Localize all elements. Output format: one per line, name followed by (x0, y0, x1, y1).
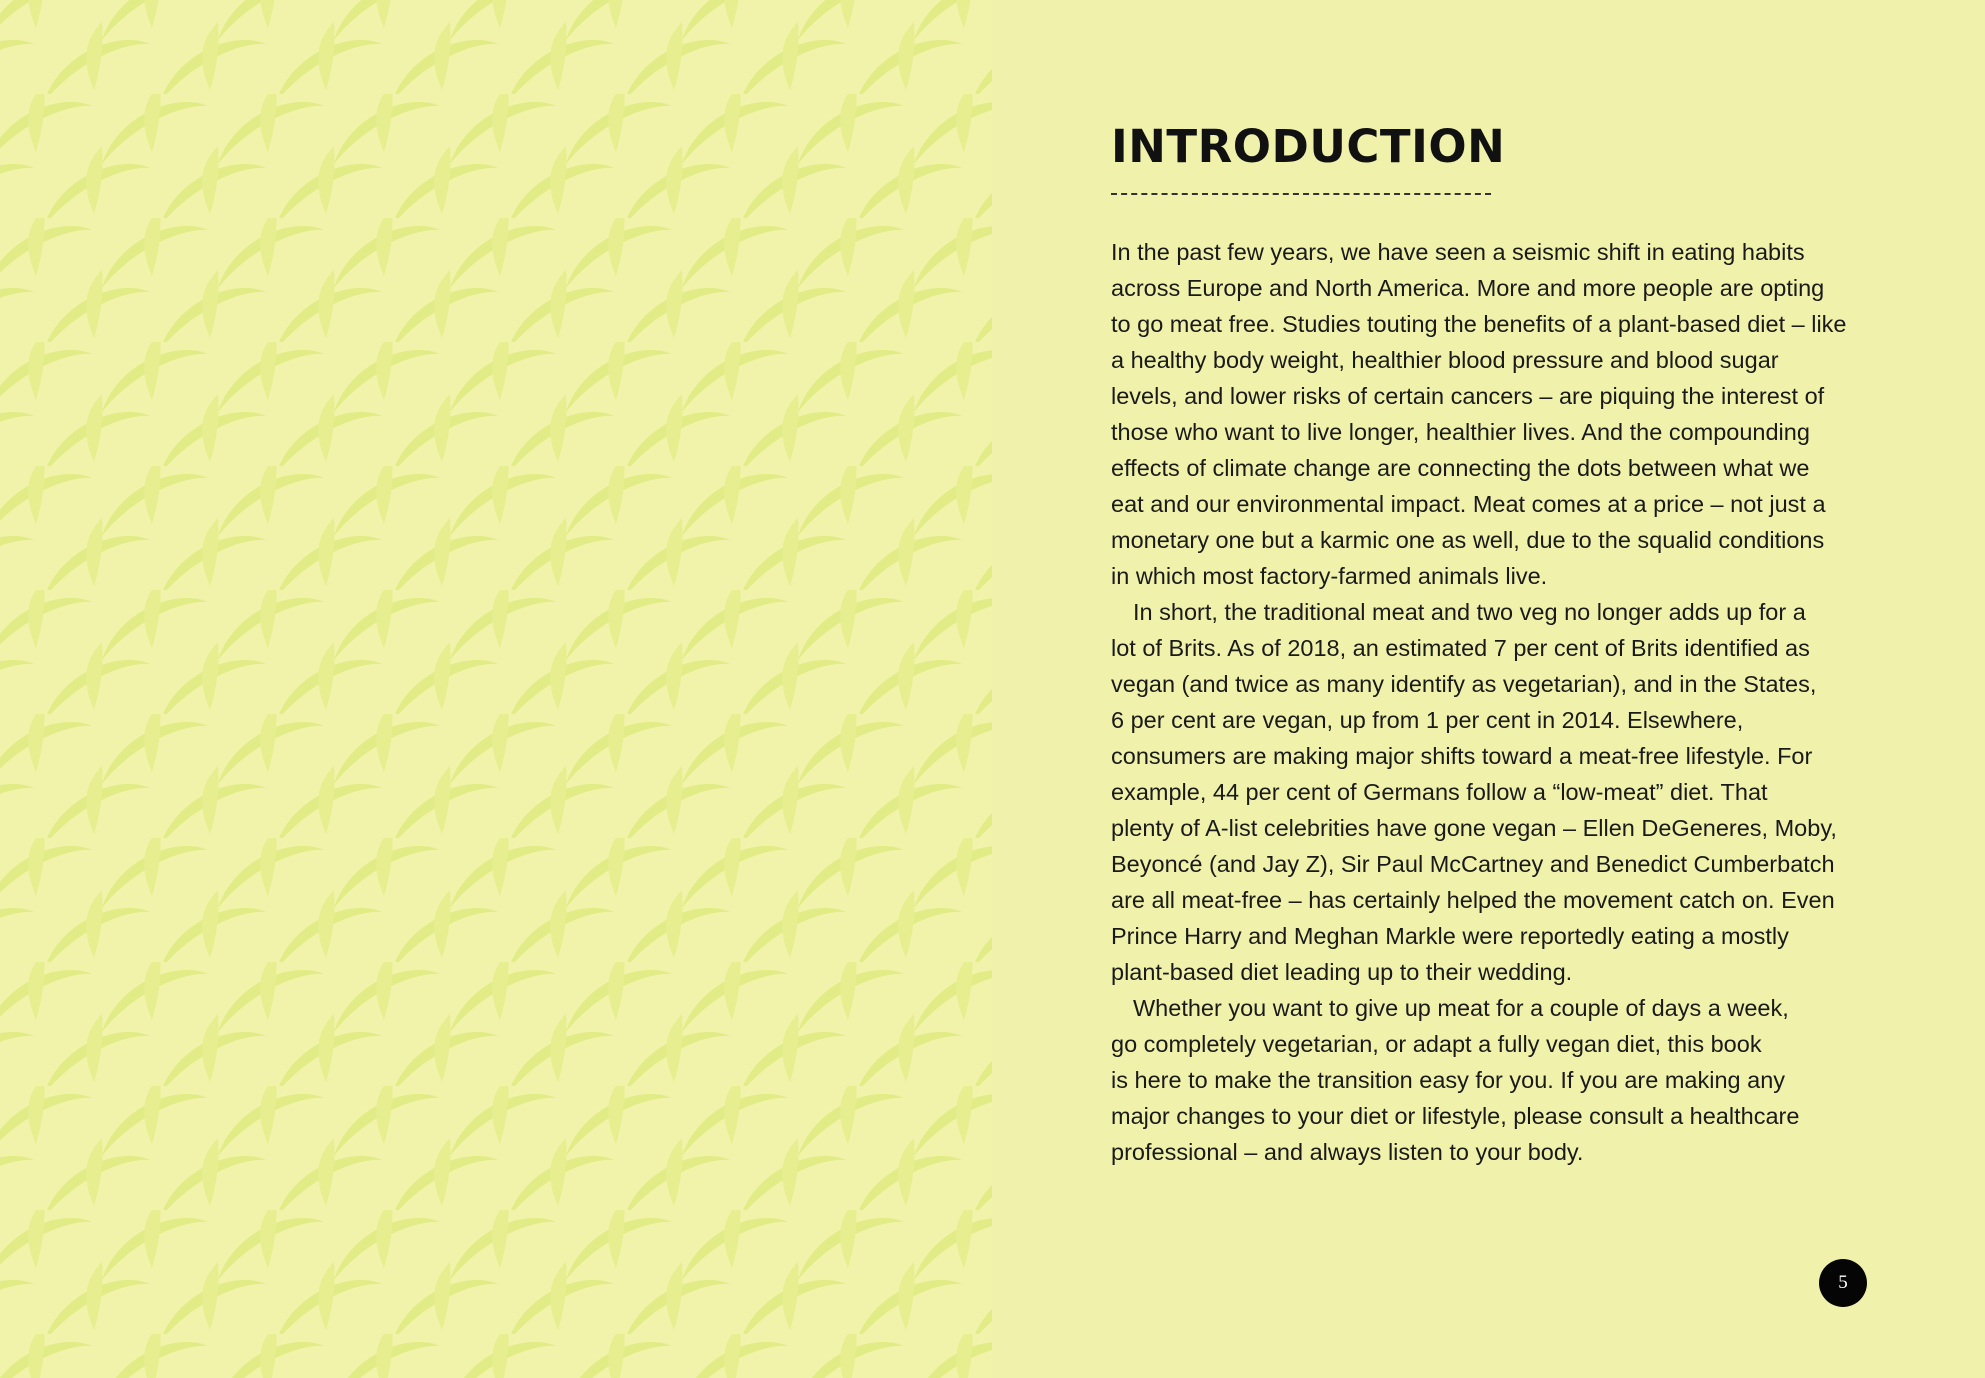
body-text-line: in which most factory-farmed animals live. (1111, 563, 1548, 589)
introduction-body (1111, 234, 1871, 1170)
decorative-leaf-pattern-page (0, 0, 992, 1378)
body-text-line: Beyoncé (and Jay Z), Sir Paul McCartney and Benedict Cumberbatch (1111, 851, 1835, 877)
body-text-line: plant-based diet leading up to their wedding. (1111, 959, 1573, 985)
body-text-line: example, 44 per cent of Germans follow a “low-meat” diet. That (1111, 779, 1768, 805)
text-page (992, 0, 1985, 1378)
body-text-line: a healthy body weight, healthier blood pressure and blood sugar (1111, 347, 1779, 373)
body-text-line: vegan (and twice as many identify as vegetarian), and in the States, (1111, 671, 1817, 697)
body-text-line: effects of climate change are connecting the dots between what we (1111, 455, 1810, 481)
body-text-line: Whether you want to give up meat for a couple of days a week, (1133, 995, 1789, 1021)
body-text-line: In short, the traditional meat and two veg no longer adds up for a (1133, 599, 1806, 625)
leaf-arc-pattern-icon (0, 0, 992, 1378)
body-text-line: eat and our environmental impact. Meat comes at a price – not just a (1111, 491, 1826, 517)
dashed-divider (1111, 193, 1491, 195)
body-text-line: In the past few years, we have seen a seismic shift in eating habits (1111, 239, 1805, 265)
body-text-line: Prince Harry and Meghan Markle were reportedly eating a mostly (1111, 923, 1789, 949)
body-text-line: those who want to live longer, healthier lives. And the compounding (1111, 419, 1810, 445)
body-text-line: monetary one but a karmic one as well, due to the squalid conditions (1111, 527, 1825, 553)
body-text-line: across Europe and North America. More and more people are opting (1111, 275, 1825, 301)
body-text-line: plenty of A-list celebrities have gone vegan – Ellen DeGeneres, Moby, (1111, 815, 1837, 841)
body-text-line: go completely vegetarian, or adapt a fully vegan diet, this book (1111, 1031, 1762, 1057)
body-text-line: professional – and always listen to your body. (1111, 1139, 1584, 1165)
body-text-line: consumers are making major shifts toward a meat-free lifestyle. For (1111, 743, 1813, 769)
body-text-line: to go meat free. Studies touting the benefits of a plant-based diet – like (1111, 311, 1847, 337)
body-text-line: are all meat-free – has certainly helped the movement catch on. Even (1111, 887, 1835, 913)
body-text-line: major changes to your diet or lifestyle, please consult a healthcare (1111, 1103, 1800, 1129)
page-number-badge: 5 (1819, 1259, 1867, 1307)
body-text-line: levels, and lower risks of certain cancers – are piquing the interest of (1111, 383, 1825, 409)
body-text-line: is here to make the transition easy for you. If you are making any (1111, 1067, 1786, 1093)
body-text-line: lot of Brits. As of 2018, an estimated 7 per cent of Brits identified as (1111, 635, 1810, 661)
body-text-line: 6 per cent are vegan, up from 1 per cent in 2014. Elsewhere, (1111, 707, 1744, 733)
page-heading: INTRODUCTION (1111, 120, 1506, 173)
